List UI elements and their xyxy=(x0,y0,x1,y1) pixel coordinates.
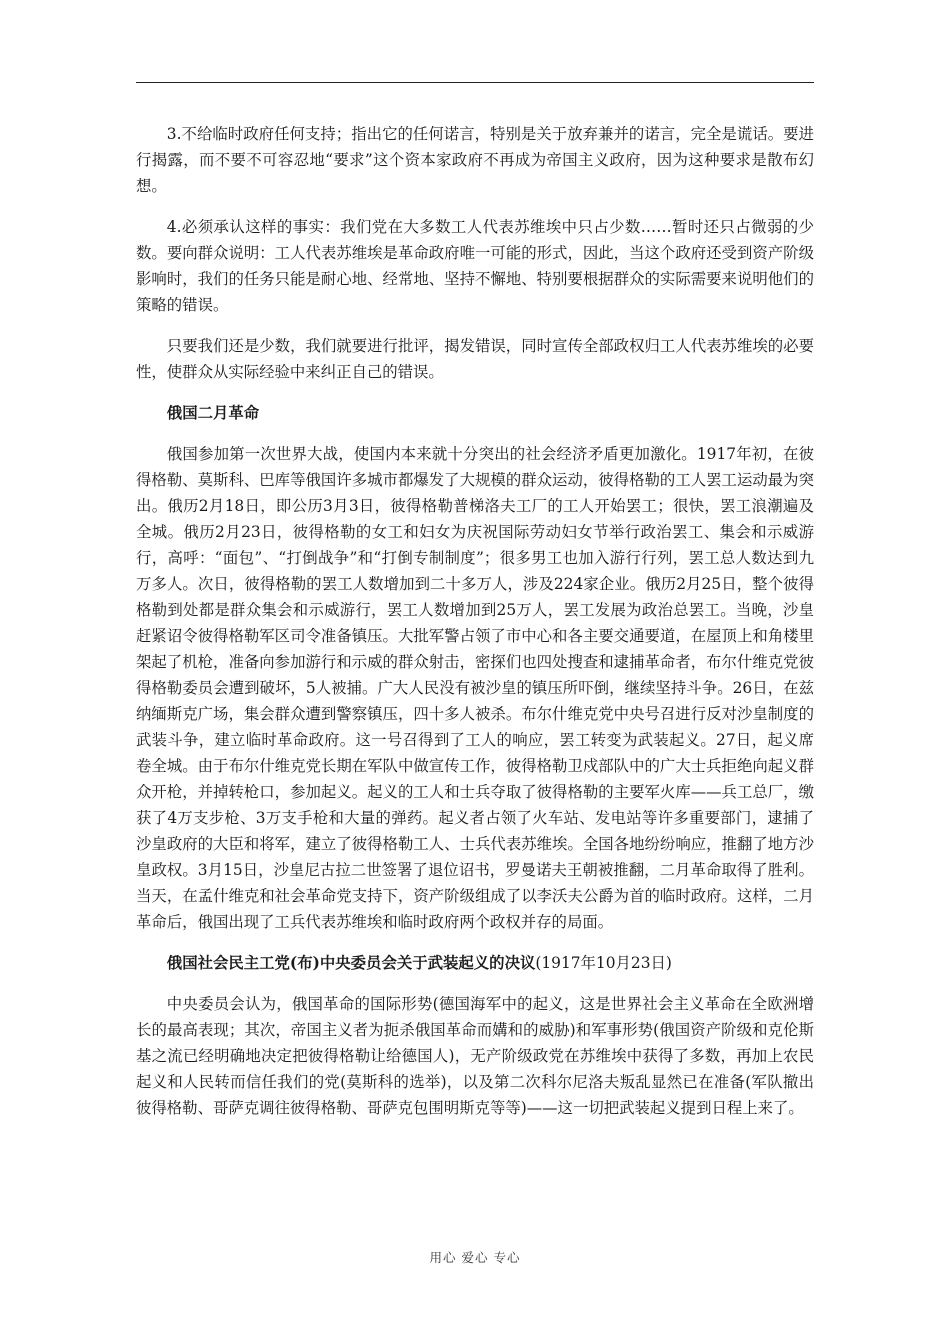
paragraph-point-4: 4.必须承认这样的事实：我们党在大多数工人代表苏维埃中只占少数……暂时还只占微弱的少数。要向群众说明：工人代表苏维埃是革命政府唯一可能的形式，因此，当这个政府还受到资产阶级影响时，我们的任务只能是耐心地、经常地、坚持不懈地、特别要根据群众的实际需要来说明他们的策略的错误。 xyxy=(136,218,814,314)
paragraph-point-3: 3.不给临时政府任何支持；指出它的任何诺言，特别是关于放弃兼并的诺言，完全是谎话。要进行揭露，而不要不可容忍地“要求”这个资本家政府不再成为帝国主义政府，因为这种要求是散布幻想。 xyxy=(136,125,814,195)
section-heading-text: 俄国二月革命 xyxy=(166,404,260,422)
section-heading-february-revolution xyxy=(136,400,814,426)
document-body xyxy=(136,121,814,1136)
section-heading-resolution xyxy=(136,950,814,976)
paragraph-resolution: 中央委员会认为，俄国革命的国际形势(德国海军中的起义，这是世界社会主义革命在全欧洲增长的最高表现；其次，帝国主义者为扼杀俄国革命而媾和的威胁)和军事形势(俄国资产阶级和克伦斯基之流已经明确地决定把彼得格勒让给德国人)，无产阶级政党在苏维埃中获得了多数，再加上农民起义和人民转而信任我们的党(莫斯科的选举)，以及第二次科尔尼洛夫叛乱显然已在准备(军队撤出彼得格勒、哥萨克调往彼得格勒、哥萨克包围明斯克等等)——这一切把武装起义提到日程上来了。 xyxy=(136,995,814,1117)
paragraph-february-revolution: 俄国参加第一次世界大战，使国内本来就十分突出的社会经济矛盾更加激化。1917年初，在彼得格勒、莫斯科、巴库等俄国许多城市都爆发了大规模的群众运动，彼得格勒的工人罢工运动最为突出。俄历2月18日，即公历3月3日，彼得格勒普梯洛夫工厂的工人开始罢工；很快，罢工浪潮遍及全城。俄历2月23日，彼得格勒的女工和妇女为庆祝国际劳动妇女节举行政治罢工、集会和示威游行，高呼：“面包”、“打倒战争”和“打倒专制制度”；很多男工也加入游行行列，罢工总人数达到九万多人。次日，彼得格勒的罢工人数增加到二十多万人，涉及224家企业。俄历2月25日，整个彼得格勒到处都是群众集会和示威游行，罢工人数增加到25万人，罢工发展为政治总罢工。当晚，沙皇赶紧诏令彼得格勒军区司令准备镇压。大批军警占领了市中心和各主要交通要道，在屋顶上和角楼里架起了机枪，准备向参加游行和示威的群众射击，密探们也四处搜查和逮捕革命者，布尔什维克党彼得格勒委员会遭到破坏，5人被捕。广大人民没有被沙皇的镇压所吓倒，继续坚持斗争。26日，在兹纳缅斯克广场，集会群众遭到警察镇压，四十多人被杀。布尔什维克党中央号召进行反对沙皇制度的武装斗争，建立临时革命政府。这一号召得到了工人的响应，罢工转变为武装起义。27日，起义席卷全城。由于布尔什维克党长期在军队中做宣传工作，彼得格勒卫戍部队中的广大士兵拒绝向起义群众开枪，并掉转枪口，参加起义。起义的工人和士兵夺取了彼得格勒的主要军火库——兵工总厂，缴获了4万支步枪、3万支手枪和大量的弹药。起义者占领了火车站、发电站等许多重要部门，逮捕了沙皇政府的大臣和将军，建立了彼得格勒工人、士兵代表苏维埃。全国各地纷纷响应，推翻了地方沙皇政权。3月15日，沙皇尼古拉二世签署了退位诏书，罗曼诺夫王朝被推翻，二月革命取得了胜利。当天，在孟什维克和社会革命党支持下，资产阶级组成了以李沃夫公爵为首的临时政府。这样，二月革命后，俄国出现了工兵代表苏维埃和临时政府两个政权并存的局面。 xyxy=(136,445,814,931)
section-heading-date: (1917年10月23日) xyxy=(535,954,672,972)
paragraph-minority: 只要我们还是少数，我们就要进行批评，揭发错误，同时宣传全部政权归工人代表苏维埃的必要性，使群众从实际经验中来纠正自己的错误。 xyxy=(136,337,814,381)
section-heading-text: 俄国社会民主工党(布)中央委员会关于武装起义的决议 xyxy=(166,954,536,972)
header-rule xyxy=(136,82,814,83)
page-footer: 用心 爱心 专心 xyxy=(429,1250,521,1265)
